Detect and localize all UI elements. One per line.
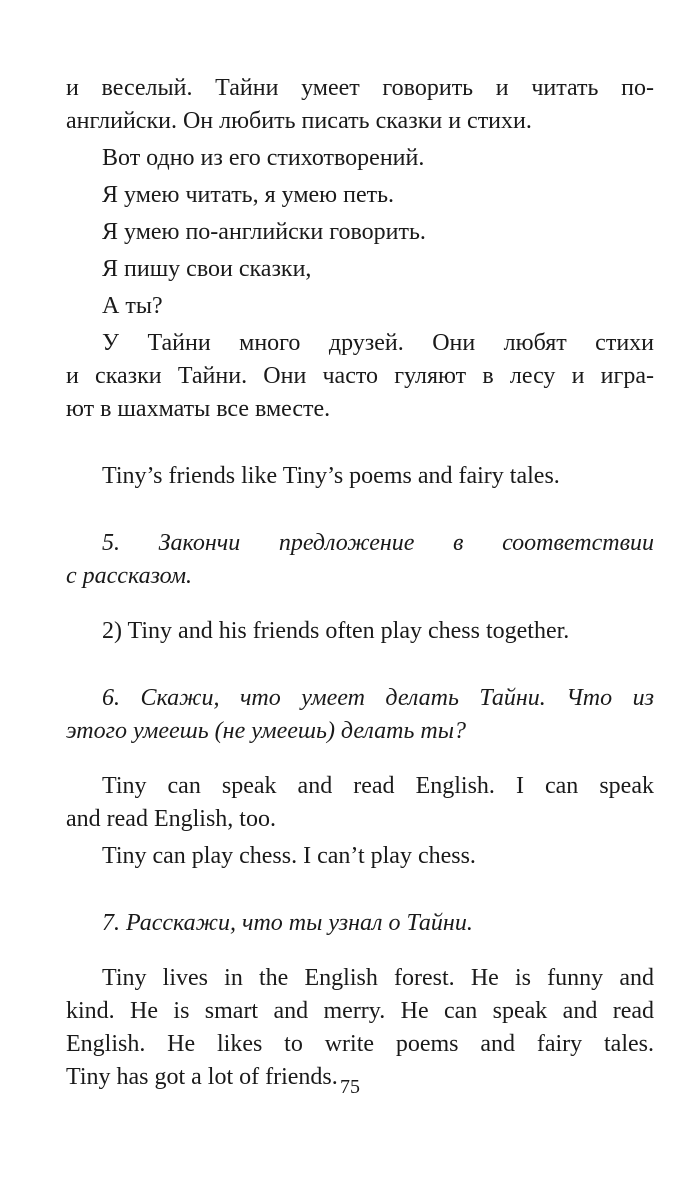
poem-line: Я умею читать, я умею петь.	[102, 182, 395, 208]
task-6-answer: Tiny can speak and read English. I can speak	[102, 773, 654, 799]
task-6-prompt: 6. Скажи, что умеет делать Тайни. Что из	[102, 685, 654, 711]
page-number: 75	[340, 1076, 360, 1098]
story-line: ют в шахматы все вместе.	[66, 396, 331, 422]
page-content	[66, 72, 654, 1094]
task-5-answer: 2) Tiny and his friends often play chess together.	[102, 618, 570, 644]
story-line: Вот одно из его стихотворений.	[102, 145, 425, 171]
story-line: и сказки Тайни. Они часто гуляют в лесу и игра-	[66, 363, 654, 389]
task-6-prompt: этого умеешь (не умеешь) делать ты?	[66, 718, 467, 744]
story-line: У Тайни много друзей. Они любят стихи	[102, 330, 654, 356]
task-7-answer: Tiny lives in the English forest. He is funny and	[102, 965, 654, 991]
story-line: и веселый. Тайни умеет говорить и читать по-	[66, 75, 654, 101]
task-7-prompt: 7. Расскажи, что ты узнал о Тайни.	[102, 910, 473, 936]
task-7-answer: kind. He is smart and merry. He can speak and read	[66, 998, 654, 1024]
task-5-prompt: 5. Закончи предложение в соответствии	[102, 530, 654, 556]
answer-4: Tiny’s friends like Tiny’s poems and fairy tales.	[102, 463, 560, 489]
poem-line: Я умею по-английски говорить.	[102, 219, 426, 245]
story-line: английски. Он любить писать сказки и стихи.	[66, 108, 532, 134]
task-6-answer: Tiny can play chess. I can’t play chess.	[102, 843, 476, 869]
task-7-answer: English. He likes to write poems and fairy tales.	[66, 1031, 654, 1057]
poem-line: А ты?	[102, 293, 163, 319]
task-5-prompt: с рассказом.	[66, 563, 193, 589]
poem-line: Я пишу свои сказки,	[102, 256, 312, 282]
task-7-answer: Tiny has got a lot of friends.	[66, 1064, 338, 1090]
task-6-answer: and read English, too.	[66, 806, 276, 832]
